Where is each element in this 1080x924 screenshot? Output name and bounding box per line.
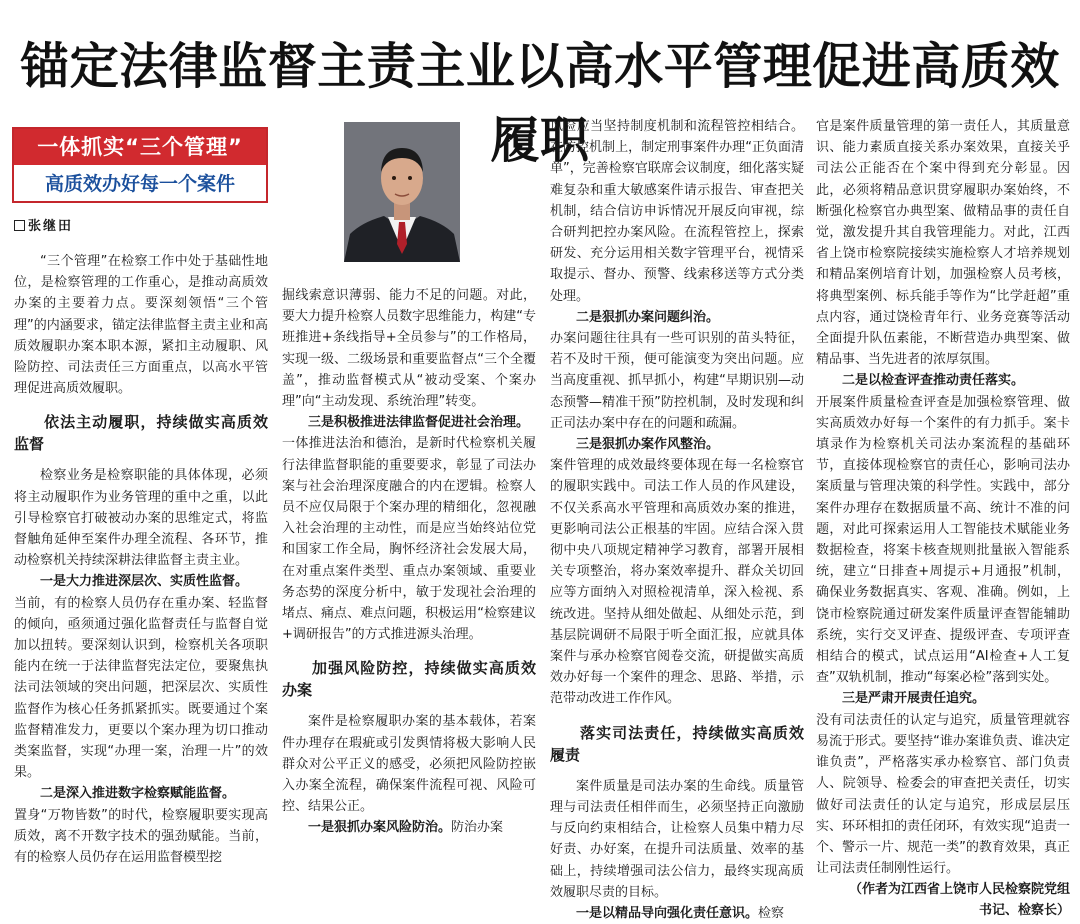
paragraph: 检察业务是检察职能的具体体现，必须将主动履职作为业务管理的重中之重，以此引导检察官打破被动办案的思维定式，将监督触角延伸至案件办理全流程、各环节，推动检察机关持续深耕法律监督主责主业。 xyxy=(14,468,268,569)
author-note: （作者为江西省上饶市人民检察院党组书记、检察长） xyxy=(848,882,1070,919)
subheading: 一是狠抓办案风险防治。 xyxy=(308,820,452,836)
paragraph: 案件质量是司法办案的生命线。质量管理与司法责任相伴而生，必须坚持正向激励与反向约束相结合，让检察人员集中精力尽好责、办好案，在提升司法质量、效率的基础上，持续增强司法公信力，最终实现高质效履职尽责的目标。 xyxy=(550,778,804,900)
paragraph: 案件管理的成效最终要体现在每一名检察官的履职实践中。司法工作人员的作风建设，不仅关系高水平管理和高质效办案的推进，更影响司法公正根基的牢固。应结合深入贯彻中央八项规定精神学习教育，部署开展相关专项整治，将办案效率提升、群众关切回应等方面纳入对照检视清单，深入检视、系统改进。坚持从细处做起、从细处示范，到基层院调研不局限于听全面汇报，应就具体案件与承办检察官阅卷交流，研提做实高质效办好每一个案件的理念、思路、举措，示范带动改进工作作风。 xyxy=(550,458,804,707)
banner-top: 一体抓实“三个管理” xyxy=(14,129,266,165)
banner-bottom: 高质效办好每一个案件 xyxy=(44,173,235,195)
paragraph: 置身“万物皆数”的时代，检察履职要实现高质效，离不开数字技术的强劲赋能。当前，有的检察人员仍存在运用监督模型挖 xyxy=(14,807,268,866)
box-icon xyxy=(14,220,25,231)
subheading: 二是狠抓办案问题纠治。 xyxy=(576,309,720,325)
paragraph: 办案问题往往具有一些可识别的苗头特征，若不及时干预，便可能演变为突出问题。应当高度重视、抓早抓小，构建“早期识别—动态预警—精准干预”防控机制，及时发现和纠正司法办案中存在的问题和疏漏。 xyxy=(550,331,804,431)
headline: 锚定法律监督主责主业以高水平管理促进高质效履职 xyxy=(20,38,1060,169)
section-heading-1: 依法主动履职，持续做实高质效监督 xyxy=(14,413,268,454)
paragraph-tail xyxy=(282,817,536,838)
author-byline xyxy=(14,215,73,234)
subheading: 三是严肃开展责任追究。 xyxy=(842,691,986,707)
paragraph: 风险应当坚持制度机制和流程管控相结合。在防控机制上，制定刑事案件办理“正负面清单”，完善检察官联席会议制度，细化落实疑难复杂和重大敏感案件请示报告、审查把关机制，结合信访申诉情况开展反向审视，综合研判把控办案风险。在流程管控上，探索研发、充分运用相关数字管理平台，视情采取提示、督办、预警、线索移送等方式分类处理。 xyxy=(550,119,804,304)
author-name: 张继田 xyxy=(28,219,74,234)
text-tail: 检察 xyxy=(758,905,785,921)
section-heading-3: 落实司法责任，持续做实高质效履责 xyxy=(550,723,804,764)
column-banner xyxy=(12,127,268,203)
column-2 xyxy=(282,285,536,839)
paragraph: 没有司法责任的认定与追究，质量管理就容易流于形式。要坚持“谁办案谁负责、谁决定谁负责”，严格落实承办检察官、部门负责人、院领导、检委会的审查把关责任，切实做好司法责任的认定与追究，形成层层压实、环环相扣的责任闭环，有效实现“追责一个、警示一片、规范一类”的教育效果，真正让司法责任制刚性运行。 xyxy=(816,712,1070,877)
column-3 xyxy=(550,116,804,924)
subheading: 二是深入推进数字检察赋能监督。 xyxy=(40,786,236,802)
text-tail: 防治办案 xyxy=(451,820,504,836)
subheading: 三是狠抓办案作风整治。 xyxy=(576,437,720,453)
column-1 xyxy=(14,251,268,868)
paragraph: 掘线索意识薄弱、能力不足的问题。对此，要大力提升检察人员数字思维能力，构建“专班推进+条线指导+全员参与”的工作格局，实现一级、二级场景和重要监督点“三个全覆盖”，推动监督模式从“被动受案、个案办理”向“主动发现、系统治理”转变。 xyxy=(282,288,536,410)
author-photo xyxy=(344,122,460,262)
paragraph-tail xyxy=(550,903,804,924)
column-4 xyxy=(816,116,1070,921)
paragraph: 官是案件质量管理的第一责任人，其质量意识、能力素质直接关系办案效果，直接关乎司法公正能否在个案中得到充分彰显。因此，必须将精品意识贯穿履职办案始终，不断强化检察官办典型案、做精品事的责任自觉，激发提升其自我管理能力。对此，江西省上饶市检察院接续实施检察人才培养规划和精品案例培育计划，加强检察人员考核，将典型案例、标兵能手等作为“比学赶超”重点内容，通过饶检青年行、业务竞赛等活动全面提升队伍素能，不断营造办典型案、做精品事、当先进者的浓厚氛围。 xyxy=(816,119,1070,368)
section-heading-2: 加强风险防控，持续做实高质效办案 xyxy=(282,659,536,700)
subheading: 二是以检查评查推动责任落实。 xyxy=(842,373,1025,389)
paragraph: 当前，有的检察人员仍存在重办案、轻监督的倾向，亟须通过强化监督责任与监督自觉加以扭转。要深刻认识到，检察机关各项职能内在统一于法律监督宪法定位，要聚焦执法司法领域的突出问题，把深层次、实质性监督作为核心任务抓紧抓实。既要通过个案监督精准发力，更要以个案办理为切口推动类案监督，实现“办理一案，治理一片”的效果。 xyxy=(14,595,268,781)
subheading: 一是以精品导向强化责任意识。 xyxy=(576,905,759,921)
intro-paragraph: “三个管理”在检察工作中处于基础性地位，是检察管理的工作重心，是推动高质效办案的主要着力点。要深刻领悟“三个管理”的内涵要求，锚定法律监督主责主业和高质效履职办案本职本源，紧扣主动履职、风险防控、司法责任三方面重点，以高水平管理促进高质效履职。 xyxy=(14,254,268,397)
paragraph: 案件是检察履职办案的基本载体，若案件办理存在瑕疵或引发舆情将极大影响人民群众对公平正义的感受，必须把风险防控嵌入办案全流程，确保案件流程可视、风险可控、结果公正。 xyxy=(282,714,536,815)
paragraph: 开展案件质量检查评查是加强检察管理、做实高质效办好每一个案件的有力抓手。案卡填录作为检察机关司法办案流程的基础环节，直接体现检察官的责任心，影响司法办案质量与管理决策的科学性。实践中，部分案件办理存在数据质量不高、统计不准的问题，对此可探索运用人工智能技术赋能业务数据检查，将案卡核查规则批量嵌入智能系统，建立“日排查+周提示+月通报”机制，确保业务数据真实、客观、准确。例如，上饶市检察院通过研发案件质量评查智能辅助系统，实行交叉评查、提级评查、专项评查相结合的模式，试点运用“AI检查+人工复查”双轨机制，推动“每案必检”落到实处。 xyxy=(816,394,1070,686)
paragraph: 一体推进法治和德治，是新时代检察机关履行法律监督职能的重要要求，彰显了司法办案与社会治理深度融合的内在逻辑。检察人员不应仅局限于个案办理的精细化，忽视融入社会治理的主动性，而是应当始终站位党和国家工作全局，胸怀经济社会发展大局，在对重点案件类型、重点办案领域、重要业务态势的深度分析中，敏于发现社会治理的堵点、痛点、难点问题，积极运用“检察建议+调研报告”的方式推进源头治理。 xyxy=(282,436,536,643)
subheading: 三是积极推进法律监督促进社会治理。 xyxy=(308,415,530,431)
subheading: 一是大力推进深层次、实质性监督。 xyxy=(40,574,249,590)
